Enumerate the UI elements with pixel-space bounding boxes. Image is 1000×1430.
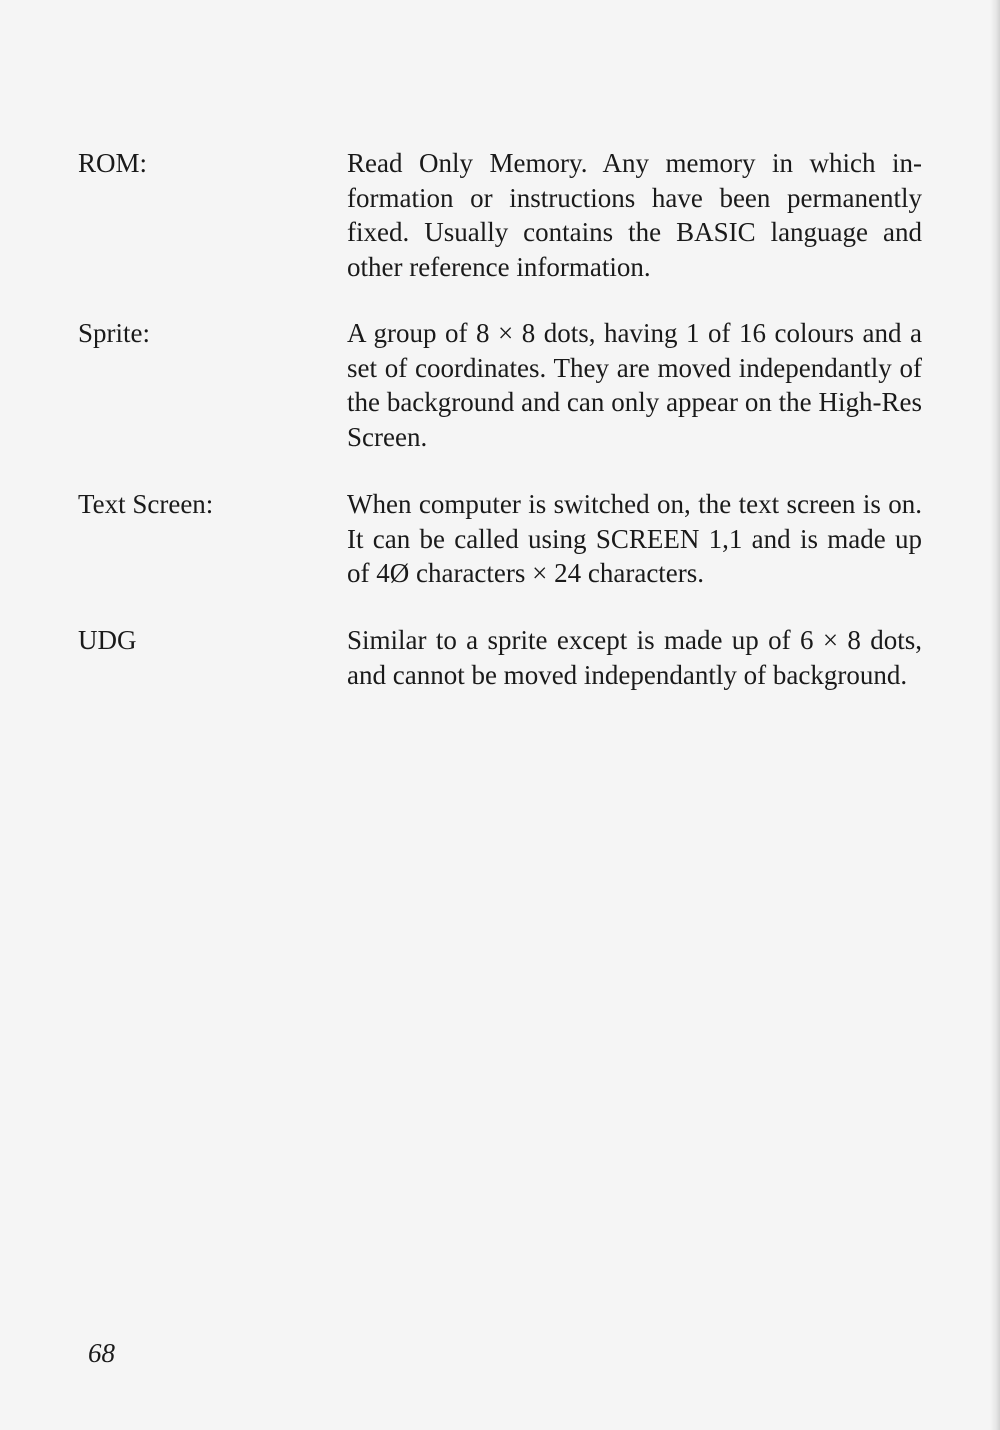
glossary-term: UDG [78,625,137,655]
glossary-definition: A group of 8 × 8 dots, having 1 of 16 colours and a set of coordinates. They are moved independantly of the background and can only appear on the High-Res Screen. [347,318,922,452]
glossary-definition: Read Only Memory. Any memory in which information or instructions have been permanently fixed. Usually contains the BASIC language and other reference information. [347,148,922,282]
glossary-term: Text Screen: [78,489,214,519]
page-edge-shadow [990,0,1000,1430]
glossary-term: Sprite: [78,318,150,348]
glossary-definition: When computer is switched on, the text screen is on. It can be called using SCREEN 1,1 and is made up of 4Ø characters × 24 characters. [347,489,922,588]
page-number: 68 [88,1338,115,1368]
glossary-term: ROM: [78,148,148,178]
glossary-definition: Similar to a sprite except is made up of 6 × 8 dots, and cannot be moved independantly of background. [347,625,922,690]
